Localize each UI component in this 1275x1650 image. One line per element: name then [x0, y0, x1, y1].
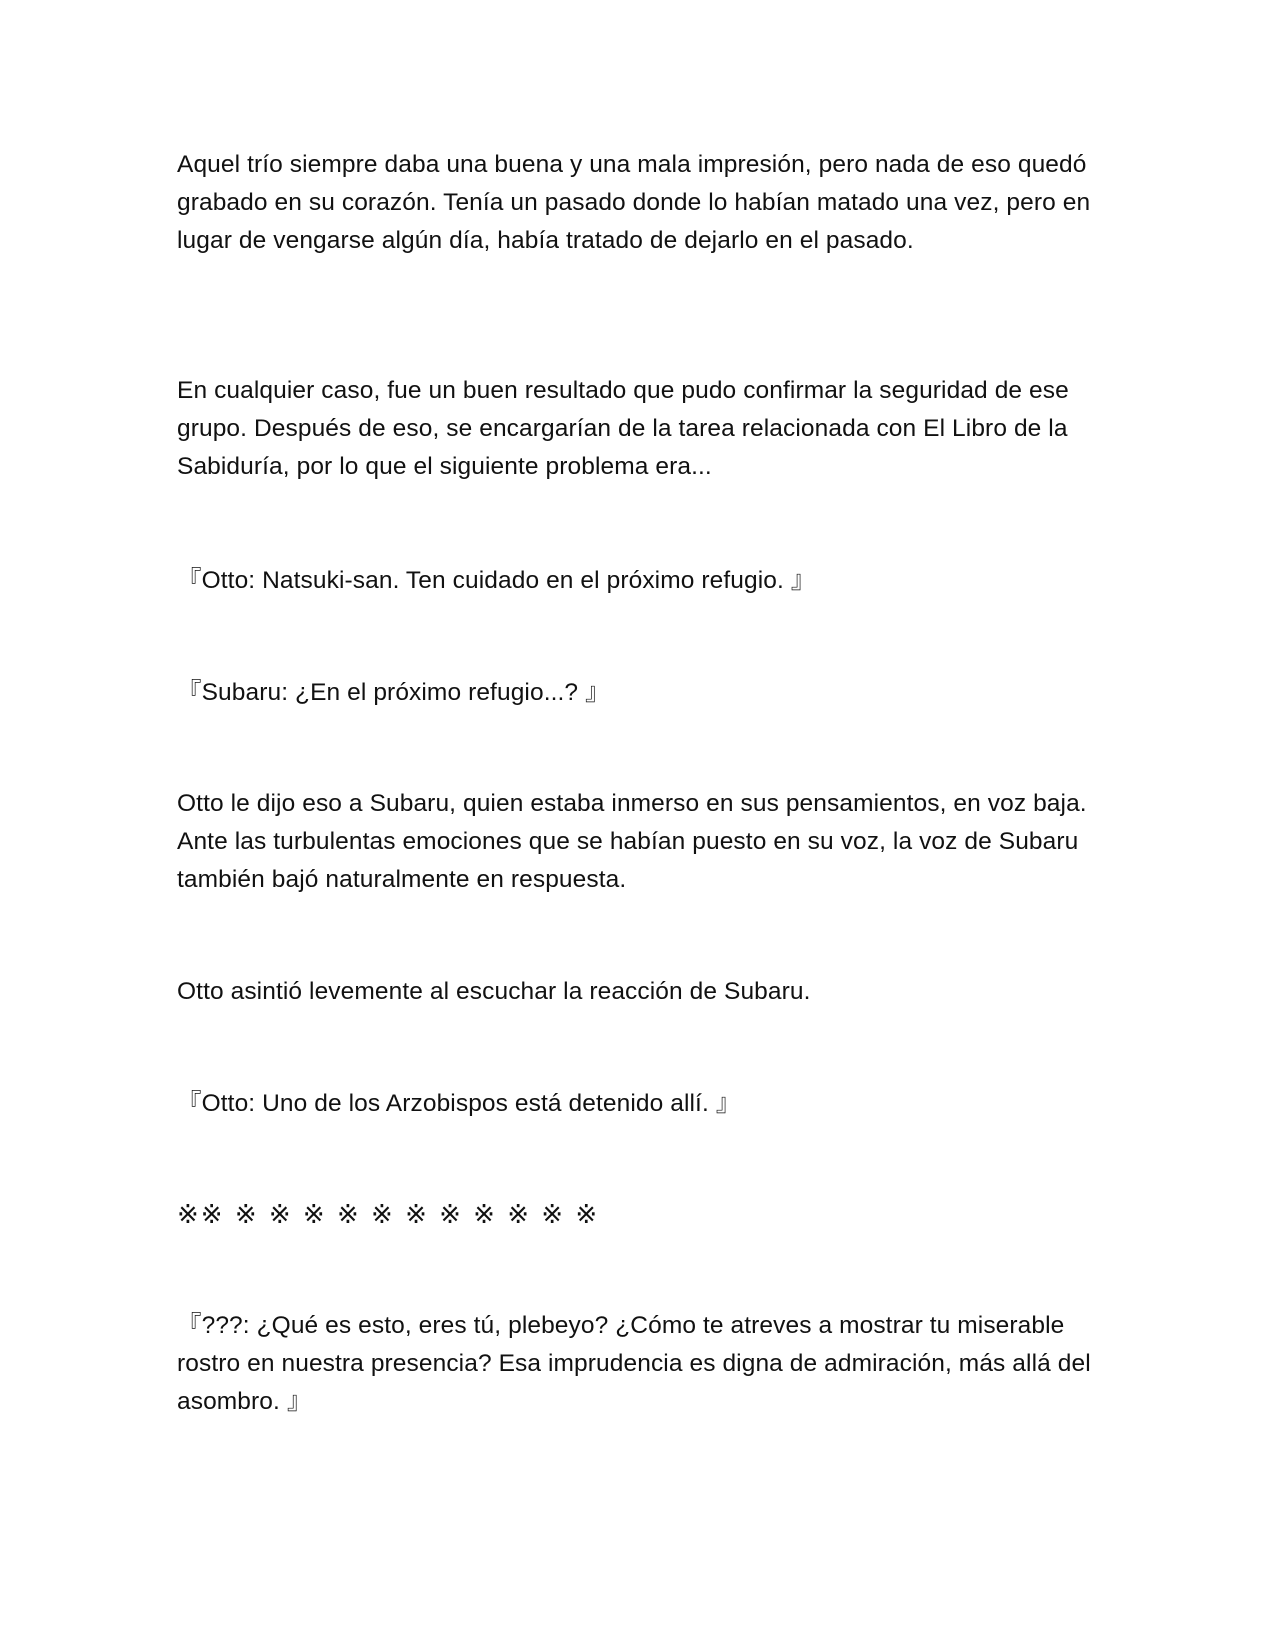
dialogue-otto-1: 『Otto: Natsuki-san. Ten cuidado en el próximo refugio. 』 [177, 567, 816, 594]
paragraph-2: En cualquier caso, fue un buen resultado que pudo confirmar la seguridad de ese grupo. Después de eso, se encargarían de la tarea relacionada con El Libro de la Sabiduría, por lo que el siguiente problema era... [177, 377, 1069, 480]
paragraph-3: Otto le dijo eso a Subaru, quien estaba inmerso en sus pensamientos, en voz baja. Ante las turbulentas emociones que se habían puesto en su voz, la voz de Subaru también bajó naturalmente en respuesta. [177, 790, 1087, 893]
dialogue-subaru-1: 『Subaru: ¿En el próximo refugio...? 』 [177, 679, 610, 706]
paragraph-4: Otto asintió levemente al escuchar la reacción de Subaru. [177, 978, 811, 1005]
paragraph-1: Aquel trío siempre daba una buena y una mala impresión, pero nada de eso quedó grabado en su corazón. Tenía un pasado donde lo habían matado una vez, pero en lugar de vengarse algún día, había tratado de dejarlo en el pasado. [177, 151, 1091, 254]
dialogue-otto-2: 『Otto: Uno de los Arzobispos está detenido allí. 』 [177, 1090, 741, 1117]
dialogue-unknown-1: 『???: ¿Qué es esto, eres tú, plebeyo? ¿Cómo te atreves a mostrar tu miserable rostro en nuestra presencia? Esa imprudencia es digna de admiración, más allá del asombro. 』 [177, 1312, 1091, 1415]
scene-break-marks: ※※ ※ ※ ※ ※ ※ ※ ※ ※ ※ ※ ※ [177, 1200, 600, 1230]
